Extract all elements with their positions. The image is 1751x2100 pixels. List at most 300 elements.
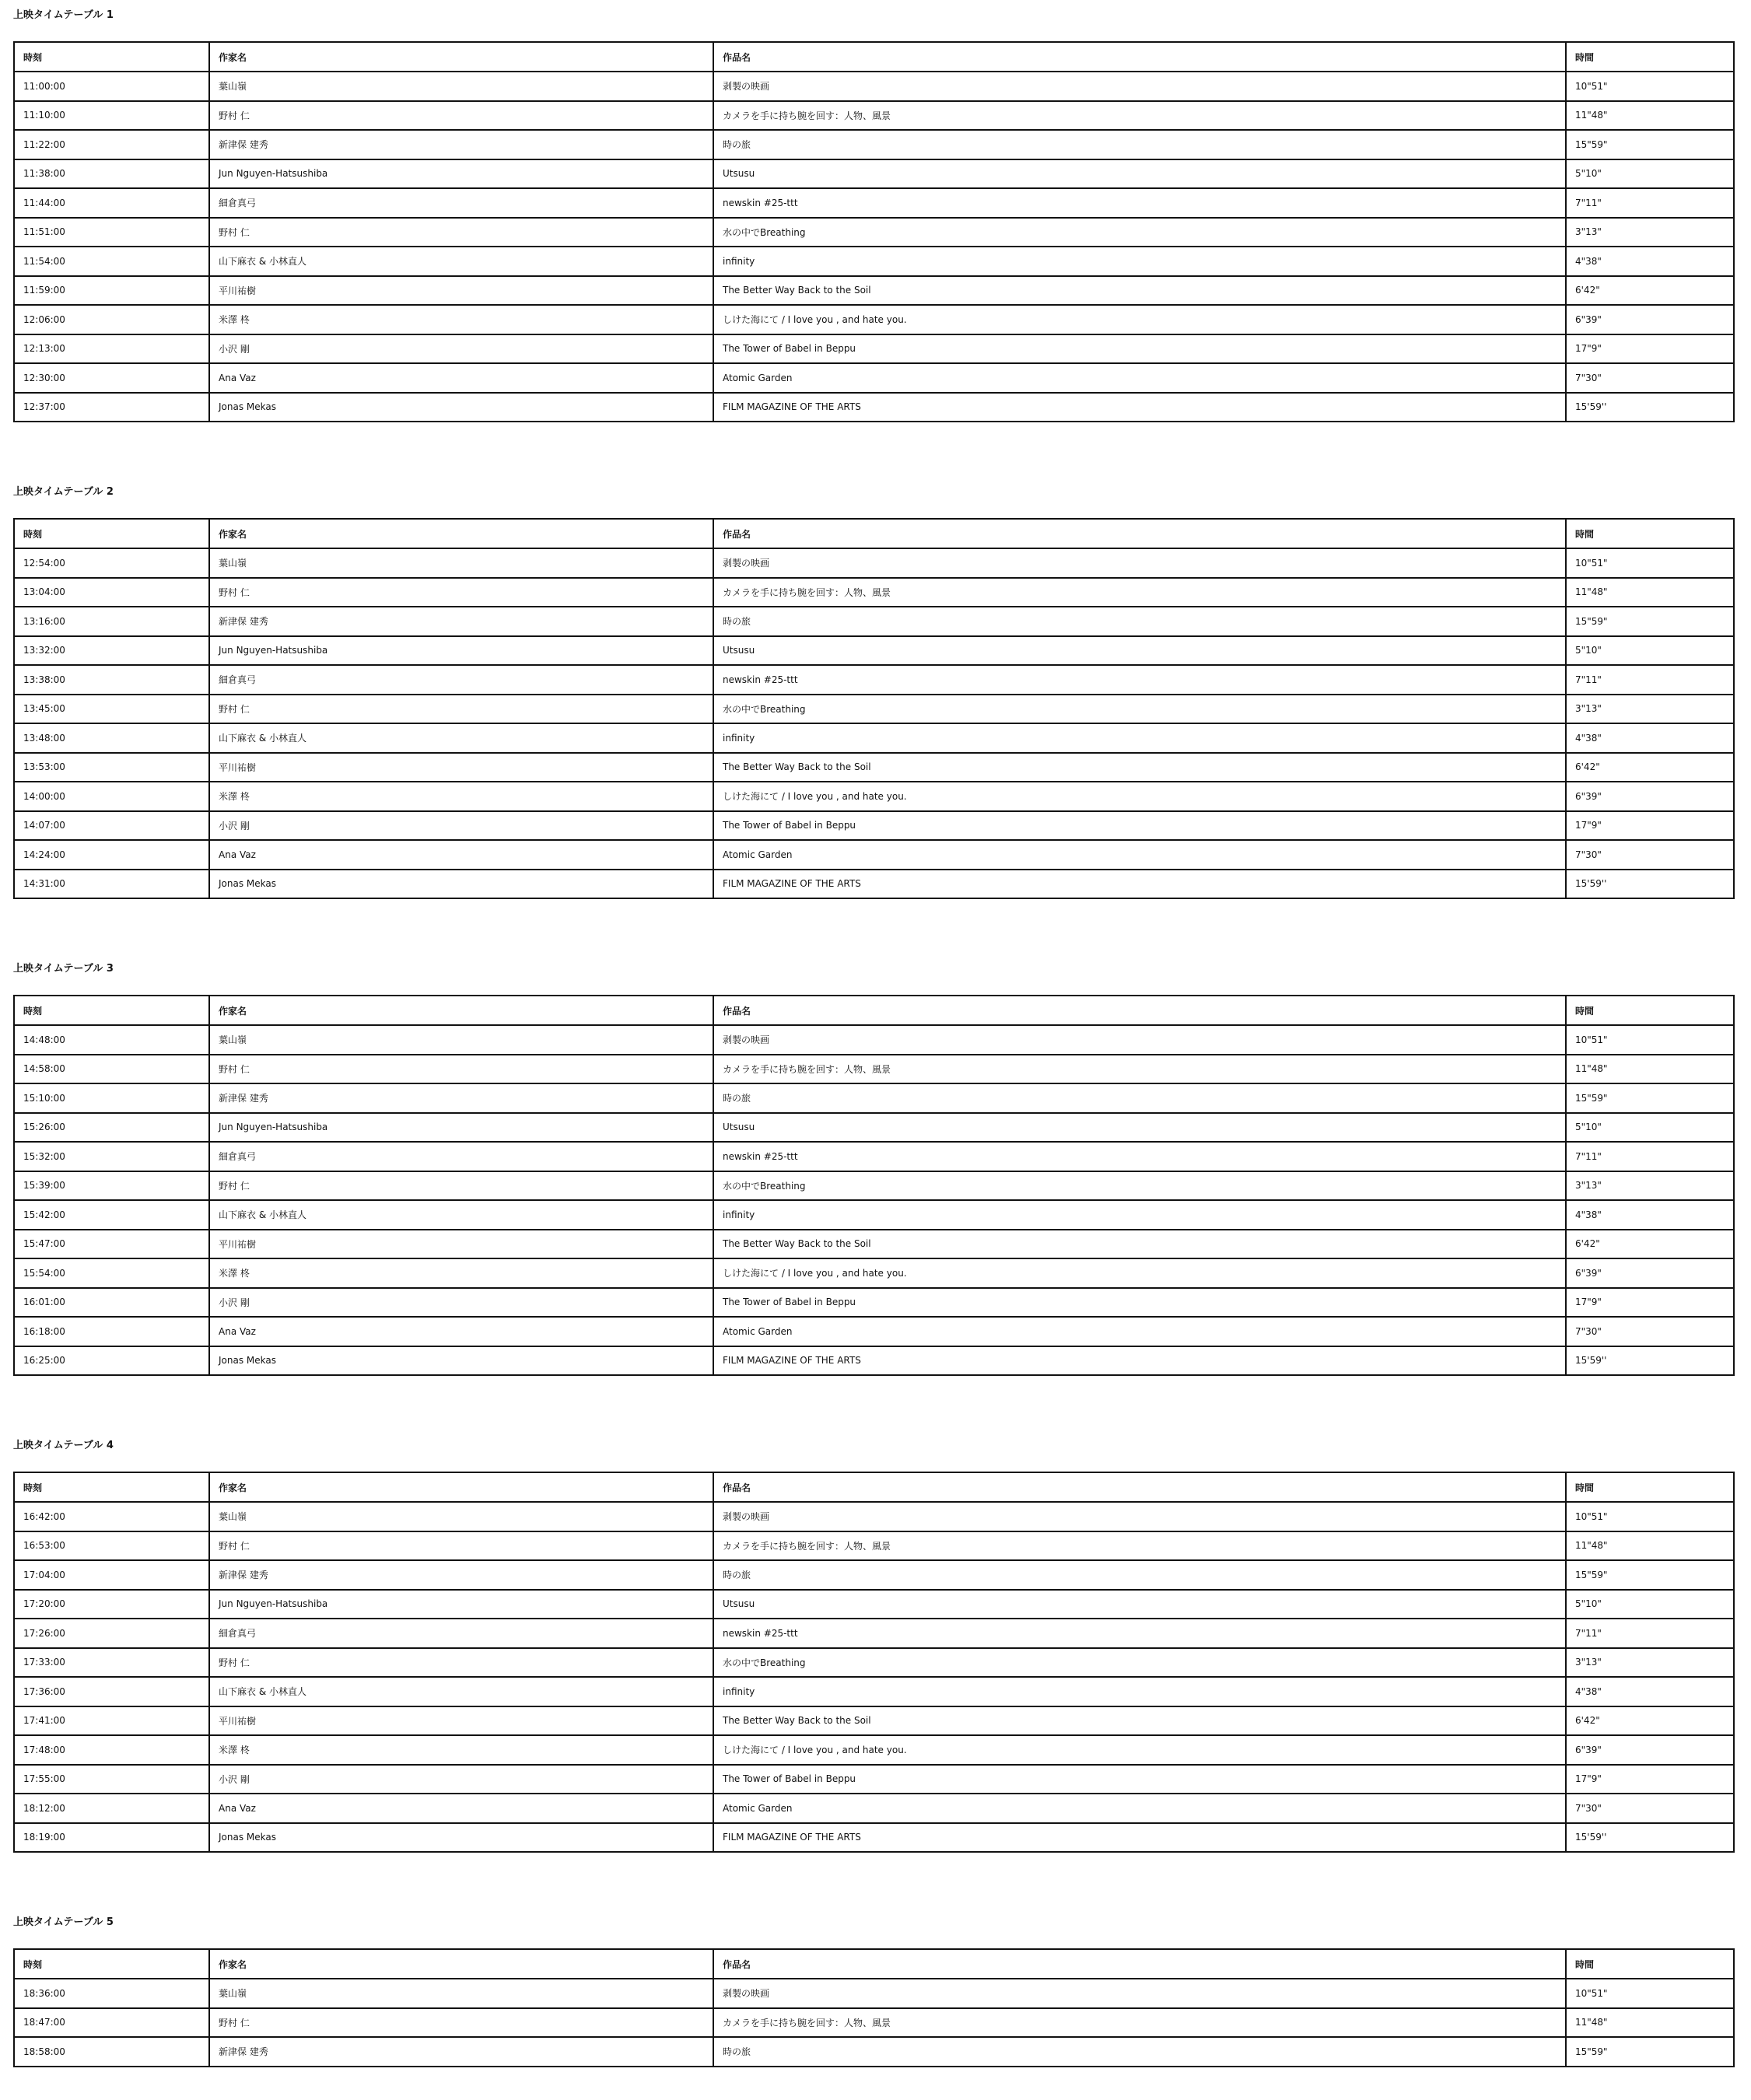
table-row [14,578,1734,607]
table-row [14,130,1734,159]
table-body [14,1502,1734,1852]
cell-time: 12:37:00 [14,393,209,422]
table-row [14,334,1734,364]
cell-duration: 10"51" [1566,1025,1734,1055]
table-header [14,1949,1734,1979]
cell-artist: 細倉真弓 [209,188,713,218]
cell-artist: 細倉真弓 [209,665,713,695]
cell-artist: 小沢 剛 [209,1765,713,1794]
cell-time: 14:00:00 [14,782,209,811]
table-body [14,1979,1734,2067]
cell-time: 16:25:00 [14,1346,209,1376]
cell-time: 16:18:00 [14,1317,209,1346]
cell-duration: 10"51" [1566,1979,1734,2008]
cell-time: 11:44:00 [14,188,209,218]
cell-time: 18:36:00 [14,1979,209,2008]
cell-time: 12:13:00 [14,334,209,364]
table-header [14,42,1734,72]
cell-work: newskin #25-ttt [713,1619,1566,1648]
cell-artist: 新津保 建秀 [209,130,713,159]
cell-work: Atomic Garden [713,363,1566,393]
table-row [14,1171,1734,1201]
cell-work: しけた海にて / I love you , and hate you. [713,782,1566,811]
cell-work: カメラを手に持ち腕を回す：人物、風景 [713,1055,1566,1084]
cell-artist: 野村 仁 [209,101,713,131]
cell-duration: 3"13" [1566,1648,1734,1678]
table-row [14,159,1734,189]
cell-duration: 4"38" [1566,1677,1734,1706]
cell-artist: 平川祐樹 [209,1230,713,1259]
table-row [14,1560,1734,1590]
timetable-table [13,995,1735,1376]
cell-duration: 7"30" [1566,363,1734,393]
cell-work: 剥製の映画 [713,1979,1566,2008]
table-body [14,1025,1734,1375]
cell-work: Utsusu [713,1113,1566,1143]
cell-duration: 15"59" [1566,1083,1734,1113]
cell-duration: 17"9" [1566,1288,1734,1318]
cell-work: カメラを手に持ち腕を回す：人物、風景 [713,578,1566,607]
table-row [14,811,1734,841]
table-row [14,1200,1734,1230]
cell-work: カメラを手に持ち腕を回す：人物、風景 [713,101,1566,131]
table-row [14,1648,1734,1678]
cell-work: infinity [713,1677,1566,1706]
cell-work: The Better Way Back to the Soil [713,753,1566,782]
cell-time: 14:58:00 [14,1055,209,1084]
cell-artist: 山下麻衣 & 小林直人 [209,247,713,276]
cell-duration: 15"59" [1566,607,1734,636]
header-work: 作品名 [713,996,1566,1025]
cell-duration: 11"48" [1566,1531,1734,1561]
cell-duration: 6'42" [1566,1706,1734,1736]
cell-work: FILM MAGAZINE OF THE ARTS [713,870,1566,899]
table-row [14,1055,1734,1084]
cell-artist: Jonas Mekas [209,1823,713,1853]
cell-work: 水の中でBreathing [713,695,1566,724]
cell-duration: 6'42" [1566,276,1734,306]
cell-time: 12:54:00 [14,548,209,578]
cell-duration: 15'59'' [1566,1823,1734,1853]
table-row [14,1823,1734,1853]
cell-artist: Jun Nguyen-Hatsushiba [209,159,713,189]
timetable-table [13,41,1735,422]
cell-work: 水の中でBreathing [713,218,1566,247]
cell-work: 時の旅 [713,1083,1566,1113]
cell-artist: 小沢 剛 [209,811,713,841]
cell-work: カメラを手に持ち腕を回す：人物、風景 [713,2008,1566,2038]
cell-artist: 細倉真弓 [209,1619,713,1648]
cell-work: The Better Way Back to the Soil [713,1230,1566,1259]
cell-work: The Tower of Babel in Beppu [713,811,1566,841]
cell-artist: Jonas Mekas [209,870,713,899]
table-row [14,2008,1734,2038]
cell-time: 18:47:00 [14,2008,209,2038]
cell-artist: 野村 仁 [209,2008,713,2038]
cell-artist: 小沢 剛 [209,334,713,364]
cell-artist: Ana Vaz [209,1794,713,1823]
section-title: 上映タイムテーブル 2 [13,486,114,498]
cell-work: The Better Way Back to the Soil [713,276,1566,306]
timetable-section [13,485,1733,890]
cell-duration: 10"51" [1566,1502,1734,1531]
header-row [14,1472,1734,1502]
cell-time: 11:54:00 [14,247,209,276]
table-row [14,1113,1734,1143]
cell-duration: 3"13" [1566,218,1734,247]
cell-work: The Tower of Babel in Beppu [713,1288,1566,1318]
cell-time: 17:20:00 [14,1590,209,1619]
header-row [14,42,1734,72]
table-header [14,1472,1734,1502]
table-row [14,870,1734,899]
header-time: 時刻 [14,42,209,72]
cell-time: 15:10:00 [14,1083,209,1113]
cell-time: 13:38:00 [14,665,209,695]
cell-time: 18:12:00 [14,1794,209,1823]
cell-time: 15:39:00 [14,1171,209,1201]
header-work: 作品名 [713,42,1566,72]
cell-work: 時の旅 [713,2037,1566,2067]
cell-duration: 6"39" [1566,305,1734,334]
cell-work: 剥製の映画 [713,1025,1566,1055]
table-body [14,548,1734,898]
table-row [14,1288,1734,1318]
header-duration: 時間 [1566,1949,1734,1979]
cell-artist: Jun Nguyen-Hatsushiba [209,636,713,666]
cell-duration: 11"48" [1566,1055,1734,1084]
timetable-section [13,1438,1733,1843]
cell-time: 16:53:00 [14,1531,209,1561]
cell-duration: 15"59" [1566,1560,1734,1590]
cell-duration: 6'42" [1566,1230,1734,1259]
cell-time: 13:48:00 [14,723,209,753]
cell-time: 18:58:00 [14,2037,209,2067]
table-row [14,723,1734,753]
cell-time: 14:07:00 [14,811,209,841]
header-duration: 時間 [1566,42,1734,72]
cell-time: 11:38:00 [14,159,209,189]
header-time: 時刻 [14,1949,209,1979]
cell-artist: Ana Vaz [209,840,713,870]
cell-artist: 山下麻衣 & 小林直人 [209,1677,713,1706]
cell-duration: 7"11" [1566,1142,1734,1171]
cell-duration: 6"39" [1566,1258,1734,1288]
timetable-table [13,518,1735,899]
header-work: 作品名 [713,1472,1566,1502]
cell-work: 剥製の映画 [713,1502,1566,1531]
cell-work: newskin #25-ttt [713,1142,1566,1171]
cell-artist: 野村 仁 [209,1055,713,1084]
cell-artist: 野村 仁 [209,1648,713,1678]
cell-time: 13:04:00 [14,578,209,607]
table-row [14,276,1734,306]
cell-time: 16:42:00 [14,1502,209,1531]
table-row [14,1025,1734,1055]
cell-work: カメラを手に持ち腕を回す：人物、風景 [713,1531,1566,1561]
cell-artist: Ana Vaz [209,1317,713,1346]
cell-artist: 野村 仁 [209,578,713,607]
cell-duration: 5"10" [1566,636,1734,666]
header-time: 時刻 [14,1472,209,1502]
cell-duration: 7"30" [1566,1317,1734,1346]
section-title: 上映タイムテーブル 1 [13,9,114,21]
cell-duration: 5"10" [1566,1590,1734,1619]
cell-time: 11:00:00 [14,72,209,101]
table-row [14,665,1734,695]
table-row [14,1735,1734,1765]
cell-time: 11:51:00 [14,218,209,247]
header-artist: 作家名 [209,996,713,1025]
cell-artist: 山下麻衣 & 小林直人 [209,723,713,753]
cell-work: 時の旅 [713,1560,1566,1590]
cell-time: 15:47:00 [14,1230,209,1259]
cell-artist: Jonas Mekas [209,393,713,422]
cell-time: 11:59:00 [14,276,209,306]
cell-artist: 葉山嶺 [209,1979,713,2008]
cell-work: newskin #25-ttt [713,665,1566,695]
table-row [14,1531,1734,1561]
cell-duration: 6"39" [1566,782,1734,811]
cell-work: Utsusu [713,159,1566,189]
cell-time: 12:30:00 [14,363,209,393]
table-row [14,218,1734,247]
cell-time: 15:32:00 [14,1142,209,1171]
cell-time: 18:19:00 [14,1823,209,1853]
header-row [14,996,1734,1025]
cell-duration: 15'59'' [1566,870,1734,899]
table-row [14,695,1734,724]
cell-duration: 4"38" [1566,1200,1734,1230]
cell-artist: 米澤 柊 [209,305,713,334]
cell-duration: 6'42" [1566,753,1734,782]
header-time: 時刻 [14,519,209,548]
table-row [14,607,1734,636]
cell-artist: 葉山嶺 [209,1502,713,1531]
cell-artist: 新津保 建秀 [209,1083,713,1113]
cell-time: 15:26:00 [14,1113,209,1143]
cell-duration: 5"10" [1566,159,1734,189]
cell-work: infinity [713,1200,1566,1230]
table-row [14,753,1734,782]
cell-artist: 野村 仁 [209,695,713,724]
timetable-section [13,1915,1733,2058]
table-row [14,636,1734,666]
cell-work: Utsusu [713,636,1566,666]
cell-time: 15:42:00 [14,1200,209,1230]
cell-artist: 山下麻衣 & 小林直人 [209,1200,713,1230]
header-work: 作品名 [713,519,1566,548]
cell-artist: 葉山嶺 [209,548,713,578]
cell-artist: Jonas Mekas [209,1346,713,1376]
table-row [14,782,1734,811]
table-row [14,247,1734,276]
header-artist: 作家名 [209,42,713,72]
cell-work: The Tower of Babel in Beppu [713,334,1566,364]
cell-work: Utsusu [713,1590,1566,1619]
cell-time: 14:24:00 [14,840,209,870]
header-artist: 作家名 [209,519,713,548]
cell-work: FILM MAGAZINE OF THE ARTS [713,1346,1566,1376]
table-row [14,1083,1734,1113]
timetable-section [13,961,1733,1367]
timetable-table [13,1472,1735,1853]
table-row [14,1258,1734,1288]
cell-work: しけた海にて / I love you , and hate you. [713,1258,1566,1288]
header-time: 時刻 [14,996,209,1025]
cell-duration: 17"9" [1566,334,1734,364]
cell-time: 17:41:00 [14,1706,209,1736]
cell-work: 時の旅 [713,607,1566,636]
cell-time: 17:36:00 [14,1677,209,1706]
cell-duration: 6"39" [1566,1735,1734,1765]
table-row [14,72,1734,101]
table-row [14,548,1734,578]
table-header [14,996,1734,1025]
cell-time: 17:55:00 [14,1765,209,1794]
cell-work: Atomic Garden [713,1317,1566,1346]
cell-duration: 10"51" [1566,548,1734,578]
cell-duration: 3"13" [1566,1171,1734,1201]
cell-duration: 7"11" [1566,1619,1734,1648]
header-work: 作品名 [713,1949,1566,1979]
cell-artist: 新津保 建秀 [209,1560,713,1590]
cell-duration: 15'59'' [1566,393,1734,422]
cell-work: しけた海にて / I love you , and hate you. [713,305,1566,334]
table-row [14,1794,1734,1823]
cell-work: The Better Way Back to the Soil [713,1706,1566,1736]
cell-artist: 小沢 剛 [209,1288,713,1318]
cell-artist: 葉山嶺 [209,1025,713,1055]
cell-time: 17:26:00 [14,1619,209,1648]
header-artist: 作家名 [209,1949,713,1979]
cell-artist: 細倉真弓 [209,1142,713,1171]
cell-time: 15:54:00 [14,1258,209,1288]
cell-duration: 17"9" [1566,811,1734,841]
cell-duration: 15"59" [1566,130,1734,159]
cell-duration: 7"30" [1566,840,1734,870]
cell-duration: 11"48" [1566,101,1734,131]
cell-duration: 15"59" [1566,2037,1734,2067]
cell-time: 17:48:00 [14,1735,209,1765]
cell-time: 16:01:00 [14,1288,209,1318]
table-row [14,1346,1734,1376]
table-row [14,101,1734,131]
table-row [14,393,1734,422]
cell-duration: 7"11" [1566,188,1734,218]
table-row [14,840,1734,870]
cell-artist: Jun Nguyen-Hatsushiba [209,1113,713,1143]
cell-artist: Jun Nguyen-Hatsushiba [209,1590,713,1619]
cell-duration: 11"48" [1566,578,1734,607]
cell-time: 14:31:00 [14,870,209,899]
cell-time: 11:22:00 [14,130,209,159]
cell-work: newskin #25-ttt [713,188,1566,218]
table-row [14,1502,1734,1531]
cell-time: 13:16:00 [14,607,209,636]
cell-artist: 平川祐樹 [209,1706,713,1736]
table-header [14,519,1734,548]
cell-work: 剥製の映画 [713,72,1566,101]
cell-artist: 新津保 建秀 [209,2037,713,2067]
header-row [14,519,1734,548]
cell-duration: 7"11" [1566,665,1734,695]
cell-work: 剥製の映画 [713,548,1566,578]
table-row [14,305,1734,334]
cell-duration: 15'59'' [1566,1346,1734,1376]
cell-duration: 4"38" [1566,723,1734,753]
cell-duration: 5"10" [1566,1113,1734,1143]
table-row [14,1317,1734,1346]
cell-time: 11:10:00 [14,101,209,131]
cell-duration: 3"13" [1566,695,1734,724]
cell-work: infinity [713,723,1566,753]
cell-work: 時の旅 [713,130,1566,159]
section-title: 上映タイムテーブル 3 [13,963,114,975]
cell-work: 水の中でBreathing [713,1171,1566,1201]
table-row [14,1230,1734,1259]
table-body [14,72,1734,422]
cell-work: FILM MAGAZINE OF THE ARTS [713,393,1566,422]
cell-time: 17:04:00 [14,1560,209,1590]
cell-artist: 米澤 柊 [209,782,713,811]
cell-artist: 米澤 柊 [209,1258,713,1288]
table-row [14,2037,1734,2067]
header-duration: 時間 [1566,1472,1734,1502]
header-duration: 時間 [1566,996,1734,1025]
cell-duration: 17"9" [1566,1765,1734,1794]
cell-artist: 新津保 建秀 [209,607,713,636]
cell-artist: 葉山嶺 [209,72,713,101]
header-row [14,1949,1734,1979]
timetable-table [13,1948,1735,2067]
cell-artist: 米澤 柊 [209,1735,713,1765]
cell-work: FILM MAGAZINE OF THE ARTS [713,1823,1566,1853]
cell-duration: 10"51" [1566,72,1734,101]
cell-artist: 野村 仁 [209,218,713,247]
cell-time: 13:53:00 [14,753,209,782]
section-title: 上映タイムテーブル 5 [13,1916,114,1928]
cell-duration: 4"38" [1566,247,1734,276]
table-row [14,1706,1734,1736]
cell-duration: 11"48" [1566,2008,1734,2038]
header-duration: 時間 [1566,519,1734,548]
section-title: 上映タイムテーブル 4 [13,1440,114,1451]
cell-artist: 平川祐樹 [209,753,713,782]
table-row [14,1979,1734,2008]
cell-work: Atomic Garden [713,1794,1566,1823]
cell-artist: Ana Vaz [209,363,713,393]
timetable-section [13,8,1733,413]
cell-duration: 7"30" [1566,1794,1734,1823]
cell-time: 17:33:00 [14,1648,209,1678]
table-row [14,188,1734,218]
header-artist: 作家名 [209,1472,713,1502]
table-row [14,1765,1734,1794]
cell-time: 12:06:00 [14,305,209,334]
cell-work: しけた海にて / I love you , and hate you. [713,1735,1566,1765]
cell-artist: 平川祐樹 [209,276,713,306]
cell-work: infinity [713,247,1566,276]
table-row [14,1142,1734,1171]
table-row [14,1677,1734,1706]
cell-artist: 野村 仁 [209,1171,713,1201]
cell-time: 13:32:00 [14,636,209,666]
cell-time: 14:48:00 [14,1025,209,1055]
cell-time: 13:45:00 [14,695,209,724]
table-row [14,1590,1734,1619]
cell-work: Atomic Garden [713,840,1566,870]
